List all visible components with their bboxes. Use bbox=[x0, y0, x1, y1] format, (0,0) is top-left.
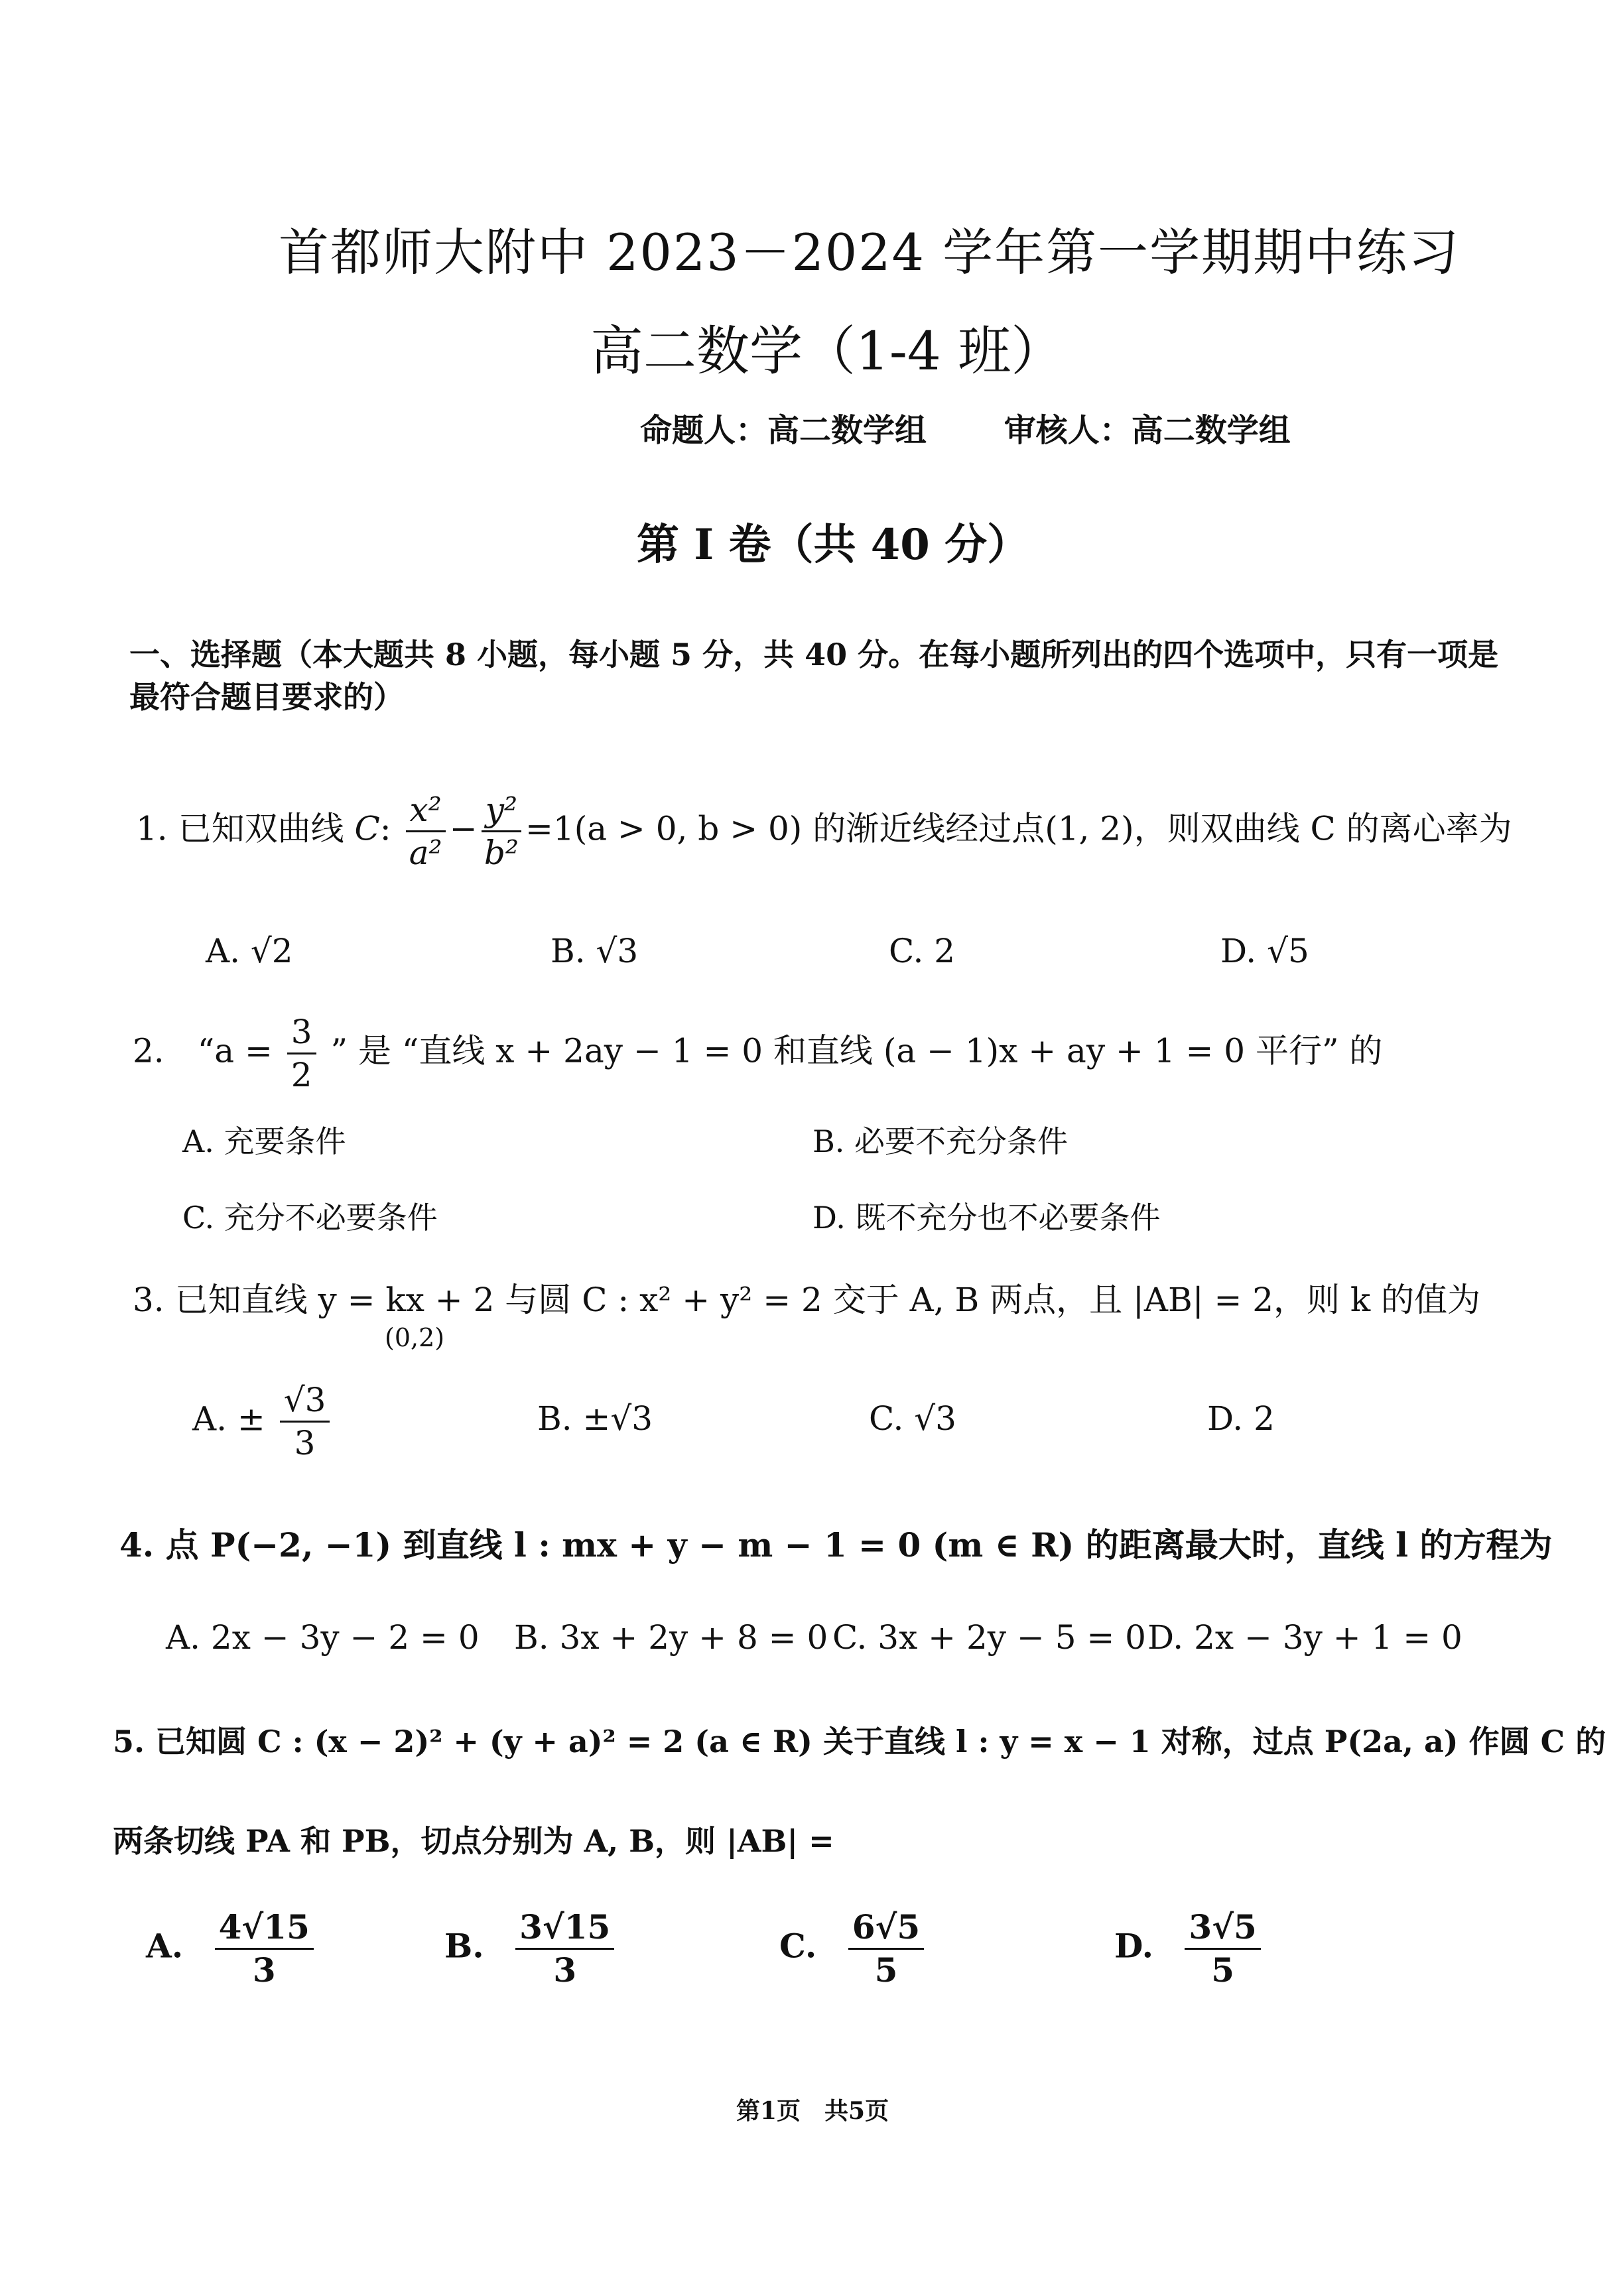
q5-option-a-den: 3 bbox=[252, 1950, 276, 1990]
page-footer: 第1页 共5页 bbox=[736, 2097, 889, 2125]
q2-option-d: D. 既不充分也不必要条件 bbox=[812, 1200, 1161, 1236]
q1-option-b: B. √3 bbox=[551, 932, 639, 970]
q5-option-b-den: 3 bbox=[553, 1950, 577, 1990]
q1-option-a: A. √2 bbox=[206, 932, 293, 970]
q1-frac-y-num: y² bbox=[482, 789, 521, 832]
q5-option-b bbox=[444, 1907, 618, 1991]
q3-option-c: C. √3 bbox=[869, 1399, 956, 1438]
q1-colon: : bbox=[379, 809, 391, 848]
q2-rest: ” 是 “直线 x + 2ay − 1 = 0 和直线 (a − 1)x + ay + 1 = 0 平行” 的 bbox=[330, 1031, 1383, 1070]
q4-option-a: A. 2x − 3y − 2 = 0 bbox=[166, 1618, 480, 1657]
q5-option-c-den: 5 bbox=[874, 1950, 898, 1990]
question-3: 3. 已知直线 y = kx + 2 与圆 C : x² + y² = 2 交于 A, B 两点，且 |AB| = 2，则 k 的值为 bbox=[133, 1281, 1481, 1319]
question-4: 4. 点 P(−2, −1) 到直线 l : mx + y − m − 1 = 0 (m ∈ R) 的距离最大时，直线 l 的方程为 bbox=[119, 1525, 1553, 1564]
q3-option-b: B. ±√3 bbox=[537, 1399, 653, 1438]
q5-option-d-den: 5 bbox=[1211, 1950, 1235, 1990]
q5-option-b-label: B. bbox=[444, 1926, 484, 1966]
question-2 bbox=[133, 1011, 1382, 1096]
q1-frac-x-num: x² bbox=[406, 789, 446, 832]
q1-minus: − bbox=[449, 809, 478, 848]
q1-option-d: D. √5 bbox=[1220, 932, 1309, 970]
q3-handwritten-note: (0,2) bbox=[385, 1323, 445, 1352]
q3-option-a-num: √3 bbox=[280, 1379, 330, 1423]
q1-frac-x bbox=[406, 789, 446, 873]
q1-frac-x-den: a² bbox=[409, 834, 442, 872]
q2-option-c: C. 充分不必要条件 bbox=[182, 1200, 438, 1236]
q1-frac-y bbox=[482, 789, 521, 873]
q2-frac-den: 2 bbox=[291, 1056, 312, 1094]
q5-option-d-label: D. bbox=[1114, 1926, 1153, 1966]
q3-option-a bbox=[192, 1379, 334, 1464]
q5-option-a bbox=[146, 1907, 318, 1991]
q2-prefix: 2. “a = bbox=[133, 1031, 273, 1070]
q5-option-a-num: 4√15 bbox=[215, 1907, 314, 1950]
q3-option-a-den: 3 bbox=[294, 1424, 316, 1462]
question-1 bbox=[136, 789, 1512, 873]
q5-option-c bbox=[779, 1907, 928, 1991]
q4-option-d: D. 2x − 3y + 1 = 0 bbox=[1147, 1618, 1462, 1657]
q5-option-d-frac bbox=[1185, 1907, 1260, 1991]
q2-frac bbox=[287, 1011, 316, 1096]
q1-prefix: 1. 已知双曲线 bbox=[136, 809, 344, 848]
q3-option-d: D. 2 bbox=[1207, 1399, 1275, 1438]
q5-option-a-label: A. bbox=[146, 1926, 184, 1966]
q3-option-a-frac bbox=[280, 1379, 330, 1464]
volume-heading: 第 I 卷（共 40 分） bbox=[637, 520, 1030, 570]
q2-option-a: A. 充要条件 bbox=[182, 1123, 346, 1159]
q5-option-b-frac bbox=[515, 1907, 614, 1991]
q5-option-d bbox=[1114, 1907, 1265, 1991]
q1-rest: =1(a > 0, b > 0) 的渐近线经过点(1, 2)，则双曲线 C 的离心率为 bbox=[525, 809, 1512, 848]
q2-frac-num: 3 bbox=[287, 1011, 316, 1054]
q2-option-b: B. 必要不充分条件 bbox=[812, 1123, 1069, 1159]
exam-authors bbox=[640, 405, 1357, 450]
q1-option-c: C. 2 bbox=[889, 932, 956, 970]
q1-c: C bbox=[354, 809, 380, 848]
question-5-line-1: 5. 已知圆 C : (x − 2)² + (y + a)² = 2 (a ∈ R) 关于直线 l : y = x − 1 对称，过点 P(2a, a) 作圆 C 的 bbox=[113, 1724, 1606, 1759]
exam-subtitle: 高二数学（1-4 班） bbox=[590, 320, 1065, 382]
q5-option-a-frac bbox=[215, 1907, 314, 1991]
q5-option-d-num: 3√5 bbox=[1185, 1907, 1260, 1950]
q1-frac-y-den: b² bbox=[484, 834, 519, 872]
q4-option-c: C. 3x + 2y − 5 = 0 bbox=[832, 1618, 1146, 1657]
q5-option-c-frac bbox=[848, 1907, 924, 1991]
q5-option-c-label: C. bbox=[779, 1926, 817, 1966]
q5-option-c-num: 6√5 bbox=[848, 1907, 924, 1950]
q5-option-b-num: 3√15 bbox=[515, 1907, 614, 1950]
q4-option-b: B. 3x + 2y + 8 = 0 bbox=[514, 1618, 828, 1657]
reviewer-label: 审核人：高二数学组 bbox=[1004, 412, 1291, 449]
setter-label: 命题人：高二数学组 bbox=[640, 412, 927, 449]
question-5-line-2: 两条切线 PA 和 PB，切点分别为 A, B，则 |AB| = bbox=[113, 1823, 834, 1859]
q3-option-a-prefix: A. ± bbox=[192, 1399, 265, 1438]
section-heading: 一、选择题（本大题共 8 小题，每小题 5 分，共 40 分。在每小题所列出的四个选项中，只有一项是最符合题目要求的） bbox=[129, 637, 1499, 715]
exam-title: 首都师大附中 2023－2024 学年第一学期期中练习 bbox=[279, 223, 1461, 282]
